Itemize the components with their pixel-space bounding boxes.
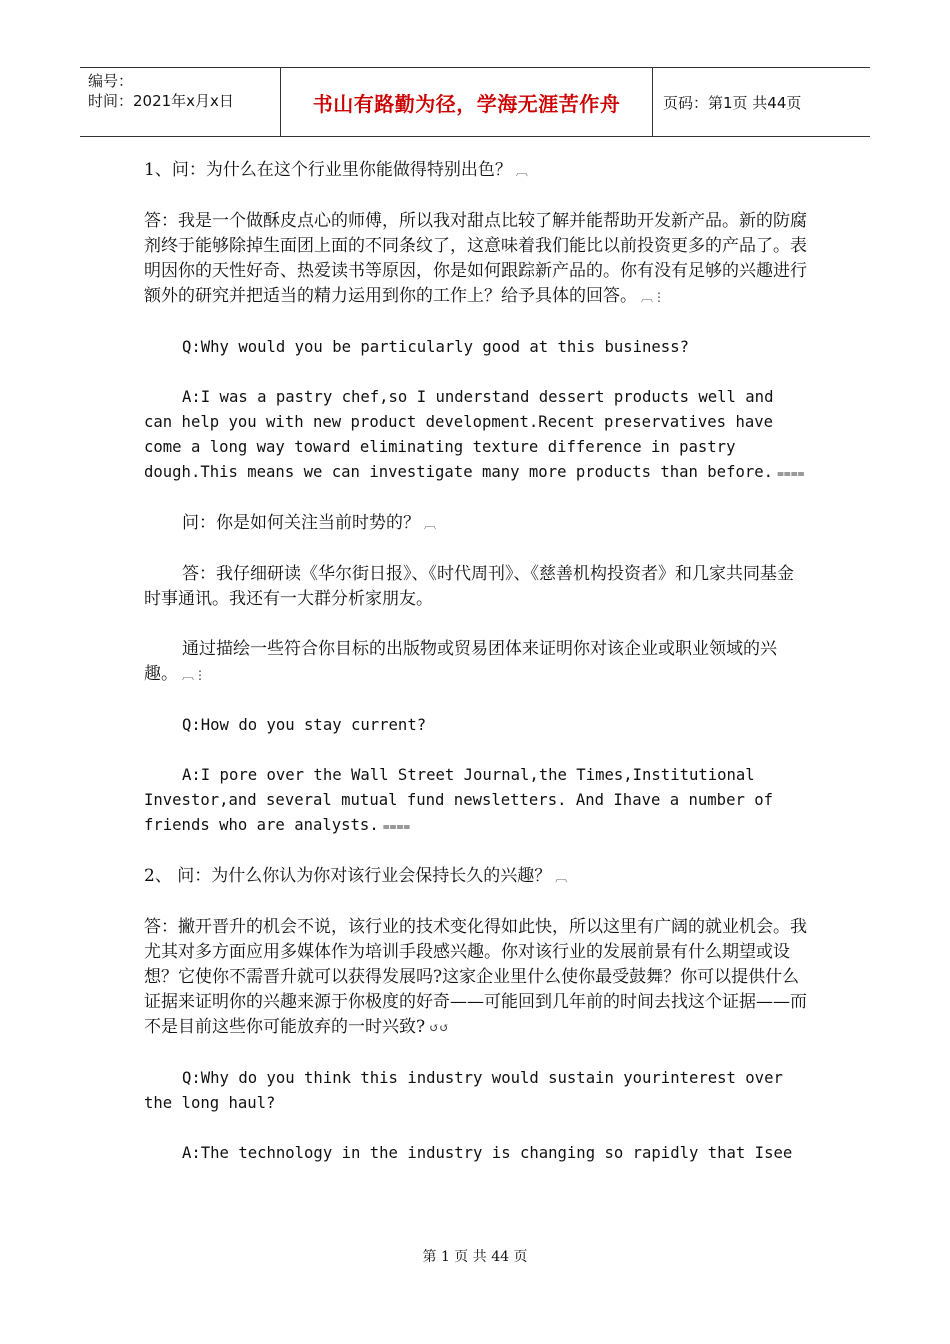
paragraph-text: A:I pore over the Wall Street Journal,the Times,Institutional Investor,and several mutual fund newsletters. And Ihave a number of friends who are analysts. xyxy=(144,766,774,834)
paragraph-text: A:I was a pastry chef,so I understand dessert products well and can help you with new product development.Recent preservatives have come a long way toward eliminating texture difference in pastry dough.This means we can investigate many more products than before. xyxy=(144,388,774,481)
paragraph-text: 答：我是一个做酥皮点心的师傅，所以我对甜点比较了解并能帮助开发新产品。新的防腐剂终于能够除掉生面团上面的不同条纹了，这意味着我们能比以前投资更多的产品了。表明因你的天性好奇、热爱读书等原因，你是如何跟踪新产品的。你有没有足够的兴趣进行额外的研究并把适当的精力运用到你的工作上？给予具体的回答。 xyxy=(144,211,807,306)
paragraph-text: 答：我仔细研读《华尔街日报》、《时代周刊》、《慈善机构投资者》和几家共同基金时事通讯。我还有一大群分析家朋友。 xyxy=(144,564,794,609)
paragraph xyxy=(144,562,809,612)
paragraph-end-mark: ︹ xyxy=(515,164,528,178)
paragraph xyxy=(144,1141,809,1166)
paragraph xyxy=(144,158,809,184)
paragraph xyxy=(144,511,809,537)
page-header xyxy=(80,67,870,137)
paragraph-text: 通过描绘一些符合你目标的出版物或贸易团体来证明你对该企业或职业领域的兴趣。 xyxy=(144,639,777,684)
paragraph-end-mark: ︹ xyxy=(555,870,568,884)
paragraph-text: 答：撇开晋升的机会不说，该行业的技术变化得如此快，所以这里有广阔的就业机会。我尤其对多方面应用多媒体作为培训手段感兴趣。你对该行业的发展前景有什么期望或设想？它使你不需晋升就可以获得发展吗?这家企业里什么使你最受鼓舞？你可以提供什么证据来证明你的兴趣来源于你极度的好奇——可能回到几年前的时间去找这个证据——而不是目前这些你可能放弃的一时兴致? xyxy=(144,917,807,1037)
document-body xyxy=(144,158,809,1166)
paragraph-text: Q:Why do you think this industry would sustain yourinterest over the long haul? xyxy=(144,1069,783,1112)
paragraph-text: 2、 问：为什么你认为你对该行业会保持长久的兴趣？ xyxy=(144,866,552,886)
paragraph-end-mark: ︹⋮ xyxy=(641,290,666,304)
paragraph xyxy=(144,335,809,360)
paragraph xyxy=(144,209,809,310)
document-number-label: 编号： xyxy=(88,72,134,90)
paragraph-text: A:The technology in the industry is changing so rapidly that Isee xyxy=(182,1144,793,1162)
paragraph xyxy=(144,763,809,839)
paragraph-end-mark: ⩵⩵ xyxy=(777,466,805,480)
paragraph-end-mark: ⩵⩵ xyxy=(382,819,411,833)
paragraph xyxy=(144,637,809,688)
document-time-label: 时间：2021年x月x日 xyxy=(88,92,234,110)
paragraph-end-mark: ︹⋮ xyxy=(182,668,207,682)
paragraph-text: 问：你是如何关注当前时势的？ xyxy=(182,513,420,533)
paragraph-end-mark: ↺↺ xyxy=(429,1021,450,1035)
paragraph-text: Q:How do you stay current? xyxy=(182,716,427,734)
header-page-info: 页码：第1页 共44页 xyxy=(663,93,802,112)
page-footer: 第 1 页 共 44 页 xyxy=(422,1249,528,1265)
paragraph-end-mark: ︹ xyxy=(424,517,437,531)
header-motto: 书山有路勤为径，学海无涯苦作舟 xyxy=(281,68,653,136)
paragraph xyxy=(144,864,809,890)
paragraph-text: 1、问：为什么在这个行业里你能做得特别出色？ xyxy=(144,160,512,180)
header-meta-cell xyxy=(80,68,281,136)
paragraph xyxy=(144,1066,809,1116)
paragraph xyxy=(144,713,809,738)
paragraph-text: Q:Why would you be particularly good at this business? xyxy=(182,338,689,356)
paragraph xyxy=(144,915,809,1041)
paragraph xyxy=(144,385,809,486)
